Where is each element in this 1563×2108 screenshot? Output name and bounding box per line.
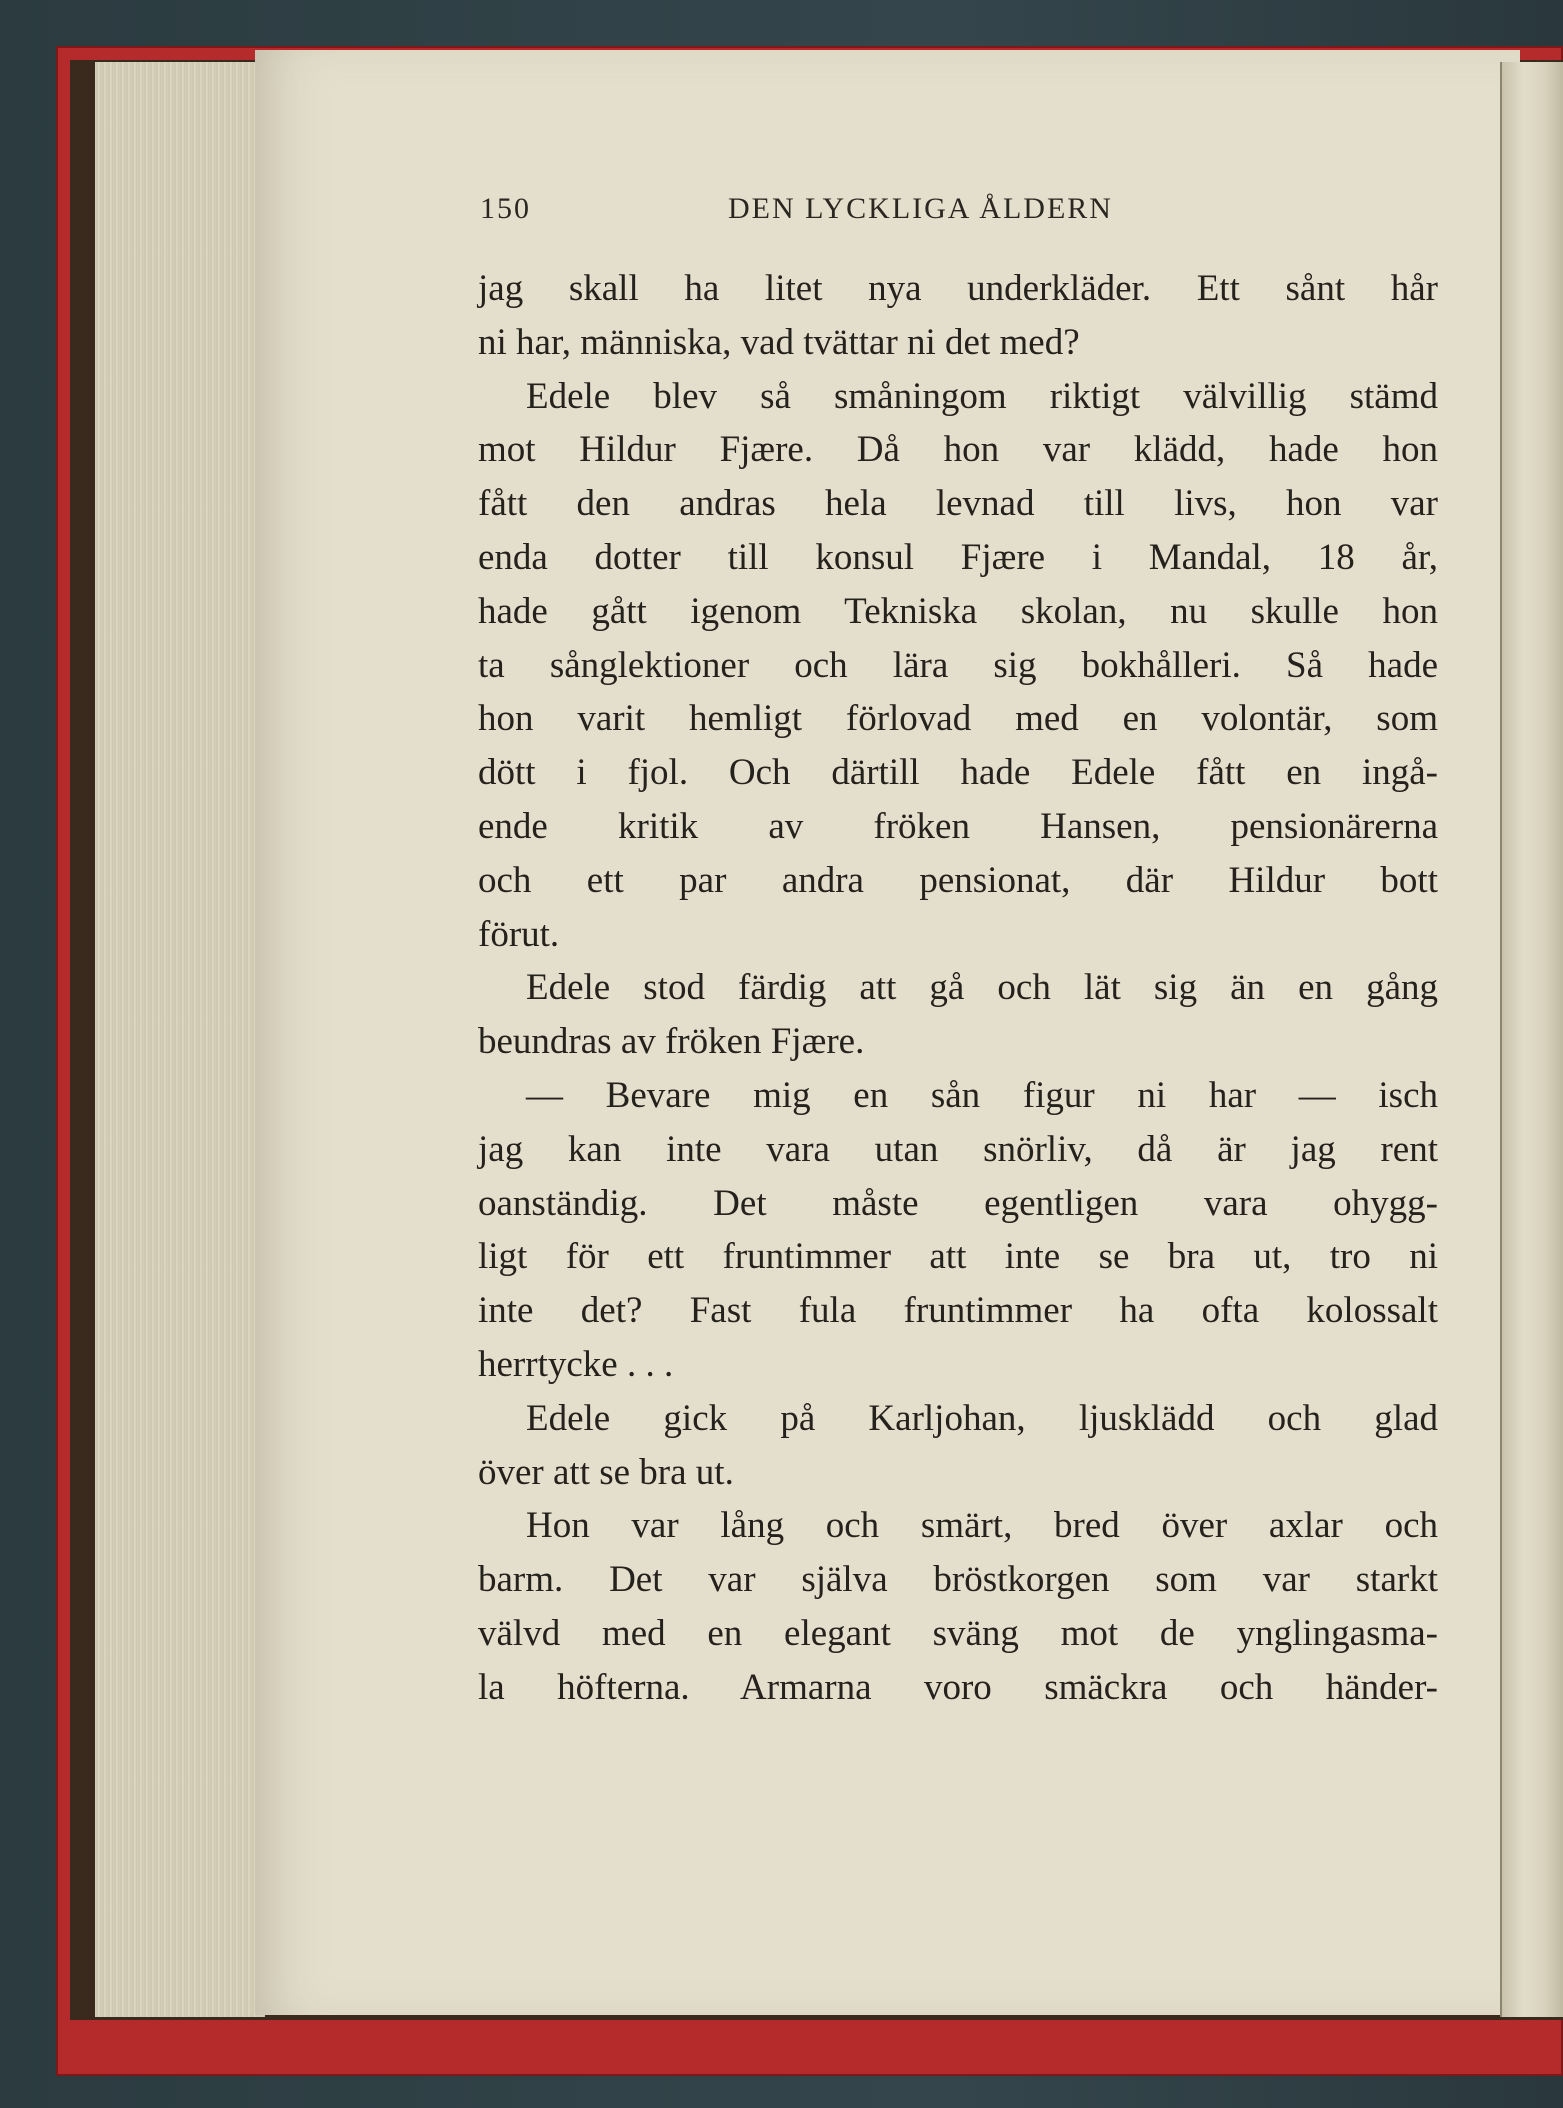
text-line: hon varit hemligt förlovad med en volontär, som [478, 698, 1438, 740]
text-line: beundras av fröken Fjære. [478, 1021, 865, 1063]
text-line: hade gått igenom Tekniska skolan, nu skulle hon [478, 590, 1438, 632]
text-line: över att se bra ut. [478, 1451, 734, 1493]
facing-page-gutter [1500, 62, 1563, 2017]
text-line: Edele gick på Karljohan, ljusklädd och glad [526, 1397, 1438, 1439]
text-line: oanständig. Det måste egentligen vara ohygg- [478, 1182, 1438, 1224]
text-line: jag kan inte vara utan snörliv, då är jag rent [478, 1128, 1438, 1170]
text-line: herrtycke . . . [478, 1343, 674, 1385]
text-line: inte det? Fast fula fruntimmer ha ofta kolossalt [478, 1290, 1438, 1332]
page-number: 150 [480, 192, 531, 225]
text-line: barm. Det var själva bröstkorgen som var starkt [478, 1559, 1438, 1601]
text-line: Edele blev så småningom riktigt välvillig stämd [526, 375, 1438, 417]
text-line: och ett par andra pensionat, där Hildur bott [478, 859, 1438, 901]
running-head [480, 192, 1190, 242]
text-line: — Bevare mig en sån figur ni har — isch [526, 1074, 1438, 1116]
text-line: fått den andras hela levnad till livs, hon var [478, 483, 1438, 525]
running-title: DEN LYCKLIGA ÅLDERN [728, 192, 1113, 225]
text-line: Hon var lång och smärt, bred över axlar och [526, 1505, 1438, 1547]
body-text [478, 262, 1438, 1715]
text-line: ta sånglektioner och lära sig bokhålleri. Så hade [478, 644, 1438, 686]
text-line: mot Hildur Fjære. Då hon var klädd, hade hon [478, 429, 1438, 471]
page-block-edges [95, 62, 265, 2017]
text-line: la höfterna. Armarna voro smäckra och händer- [478, 1666, 1438, 1708]
text-line: förut. [478, 913, 560, 955]
text-line: Edele stod färdig att gå och lät sig än en gång [526, 967, 1438, 1009]
text-line: dött i fjol. Och därtill hade Edele fått en ingå- [478, 752, 1438, 794]
text-line: ligt för ett fruntimmer att inte se bra ut, tro ni [478, 1236, 1438, 1278]
text-line: välvd med en elegant sväng mot de ynglingasma- [478, 1612, 1438, 1654]
text-line: ende kritik av fröken Hansen, pensionärerna [478, 805, 1438, 847]
text-line: enda dotter till konsul Fjære i Mandal, 18 år, [478, 536, 1438, 578]
text-line: ni har, människa, vad tvättar ni det med? [478, 321, 1080, 363]
text-line: jag skall ha litet nya underkläder. Ett sånt hår [478, 268, 1438, 309]
